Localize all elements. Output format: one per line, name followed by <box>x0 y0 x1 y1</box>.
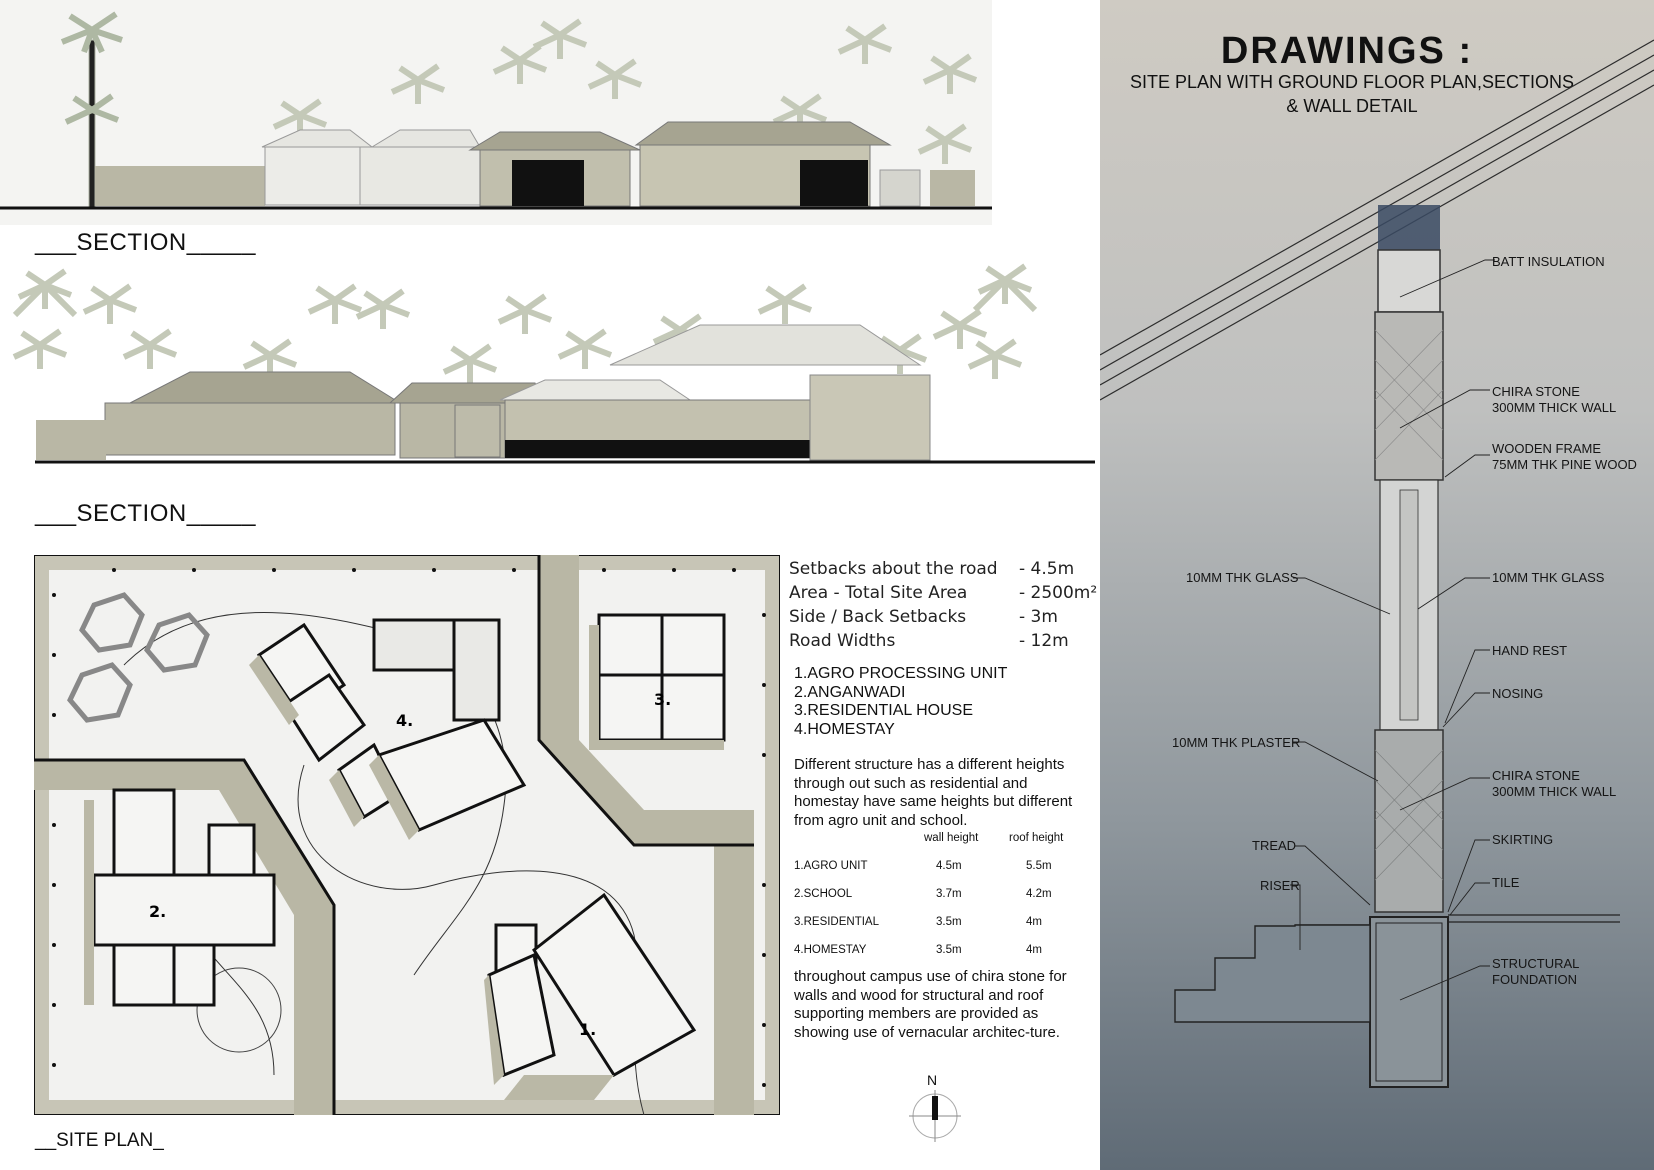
heights-note: Different structure has a different heights through out such as residential and homestay have same heights but different from agro unit and school. <box>794 756 1073 829</box>
label-tread: TREAD <box>1252 838 1297 853</box>
label-chira-stone-bottom: CHIRA STONE 300MM THICK WALL <box>1492 768 1617 799</box>
setback-label: Road Widths <box>789 631 896 651</box>
table-cell-roof: 4m <box>1026 944 1042 956</box>
list-item: 3.RESIDENTIAL HOUSE <box>794 702 974 719</box>
table-cell-roof: 4.2m <box>1026 888 1052 900</box>
table-row <box>794 888 1094 906</box>
setback-label: Setbacks about the road <box>789 559 998 579</box>
table-row <box>794 916 1094 934</box>
table-cell-name: 4.HOMESTAY <box>794 944 867 956</box>
setback-value: - 3m <box>1019 607 1058 627</box>
table-row <box>794 860 1094 878</box>
label-hand-rest: HAND REST <box>1492 643 1568 658</box>
table-cell-name: 3.RESIDENTIAL <box>794 916 879 928</box>
site-plan-drawing <box>34 555 780 1115</box>
setback-value: - 4.5m <box>1019 559 1075 579</box>
setback-label: Side / Back Setbacks <box>789 607 967 627</box>
label-tile: TILE <box>1492 875 1520 890</box>
list-item: 2.ANGANWADI <box>794 683 906 701</box>
label-foundation: STRUCTURAL FOUNDATION <box>1492 956 1580 987</box>
table-cell-name: 2.SCHOOL <box>794 888 853 900</box>
north-arrow <box>905 1072 965 1142</box>
north-label: N <box>927 1072 938 1088</box>
table-cell-wall: 3.7m <box>936 888 962 900</box>
table-cell-wall: 4.5m <box>936 860 962 872</box>
table-row <box>794 944 1094 962</box>
building-number-3: 3. <box>654 690 672 709</box>
table-cell-roof: 4m <box>1026 916 1042 928</box>
list-item: 4.HOMESTAY <box>794 720 895 738</box>
label-skirting: SKIRTING <box>1492 832 1554 847</box>
drawings-subtitle-line2: & WALL DETAIL <box>1286 96 1418 116</box>
label-chira-stone-top: CHIRA STONE 300MM THICK WALL <box>1492 384 1617 415</box>
table-cell-wall: 3.5m <box>936 916 962 928</box>
label-plaster: 10MM THK PLASTER <box>1172 735 1301 750</box>
table-header-wall: wall height <box>924 832 979 844</box>
setback-value: - 12m <box>1019 631 1069 651</box>
materials-note: throughout campus use of chira stone for walls and wood for structural and roof supporting members are provided as showing use of vernacular architec-ture. <box>794 968 1067 1041</box>
table-header-roof: roof height <box>1009 832 1064 844</box>
north-arrow-icon <box>905 1086 965 1146</box>
drawings-subtitle-line1: SITE PLAN WITH GROUND FLOOR PLAN,SECTIONS <box>1129 72 1575 92</box>
label-wooden-frame: WOODEN FRAME 75MM THK PINE WOOD <box>1492 441 1637 472</box>
site-plan-label: __SITE PLAN_ <box>35 1130 164 1151</box>
table-cell-roof: 5.5m <box>1026 860 1052 872</box>
label-glass-right: 10MM THK GLASS <box>1492 570 1605 585</box>
setback-value: - 2500m² <box>1019 583 1098 603</box>
building-number-4: 4. <box>396 711 414 730</box>
label-glass-left: 10MM THK GLASS <box>1186 570 1299 585</box>
building-number-2: 2. <box>149 902 167 921</box>
setback-label: Area - Total Site Area <box>789 583 968 603</box>
section-elevation-top <box>0 0 992 225</box>
drawings-heading: DRAWINGS : <box>1220 30 1474 72</box>
table-cell-name: 1.AGRO UNIT <box>794 860 868 872</box>
units-list <box>794 665 1007 739</box>
wall-detail-panel <box>1100 0 1654 1170</box>
label-riser: RISER <box>1260 878 1300 893</box>
label-nosing: NOSING <box>1492 686 1544 701</box>
label-batt-insulation: BATT INSULATION <box>1492 254 1605 269</box>
building-number-1: 1. <box>579 1020 597 1039</box>
table-cell-wall: 3.5m <box>936 944 962 956</box>
section-elevation-middle <box>0 255 1100 495</box>
section-label-top: ___SECTION_____ <box>35 229 256 256</box>
list-item: 1.AGRO PROCESSING UNIT <box>794 665 1008 682</box>
section-label-middle: ___SECTION_____ <box>35 500 256 527</box>
